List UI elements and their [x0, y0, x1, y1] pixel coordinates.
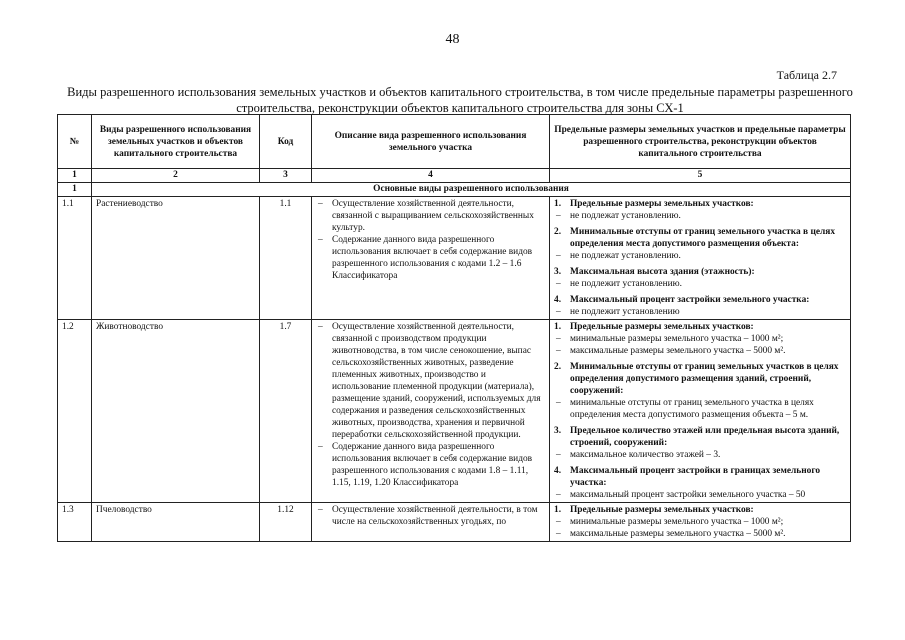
- column-number-row: [58, 169, 851, 183]
- parameter-value: – не подлежит установлению.: [554, 278, 846, 290]
- description-item: – Осуществление хозяйственной деятельности, связанной с производством продукции животноводства, в том числе сенокошение, выпас сельскохозяйственных животных, разведение племенных животных, производство и использование племенной продукции (материала), размещение зданий, сооружений, используемых для содержания и разведения сельскохозяйственных животных, производства, хранения и первичной переработки сельскохозяйственной продукции.: [316, 321, 545, 441]
- row-number: 1.3: [58, 503, 92, 542]
- parameter-heading: [554, 465, 846, 489]
- use-code: 1.1: [260, 197, 312, 320]
- parameter-heading: [554, 266, 846, 278]
- parameter-heading-text: Предельное количество этажей или предельная высота зданий, строений, сооружений:: [570, 426, 840, 448]
- parameter-heading-text: Предельные размеры земельных участков:: [570, 322, 754, 332]
- parameters-cell: [550, 197, 851, 320]
- parameter-heading: [554, 425, 846, 449]
- table-row: [58, 320, 851, 503]
- parameter-number: 2.: [554, 227, 562, 237]
- column-number: 4: [312, 169, 550, 183]
- use-description: [312, 320, 550, 503]
- parameter-value: – не подлежат установлению.: [554, 210, 846, 222]
- parameter-number: 1.: [554, 199, 562, 209]
- parameter-value: – не подлежат установлению.: [554, 250, 846, 262]
- table-label: Таблица 2.7: [776, 68, 837, 82]
- use-type-name: Животноводство: [92, 320, 260, 503]
- parameter-heading-text: Максимальный процент застройки земельного участка:: [570, 295, 810, 305]
- table-title: Виды разрешенного использования земельных участков и объектов капитального строительства, в том числе предельные параметры разрешенного строительства, реконструкции объектов капитального строительства для зоны СХ-1: [67, 85, 853, 115]
- column-number: 1: [58, 169, 92, 183]
- parameter-value: – максимальные размеры земельного участка – 5000 м².: [554, 345, 846, 357]
- description-list: [316, 504, 545, 528]
- parameter-heading-text: Предельные размеры земельных участков:: [570, 505, 754, 515]
- parameters-cell: [550, 503, 851, 542]
- parameter-number: 3.: [554, 426, 562, 436]
- parameter-number: 1.: [554, 322, 562, 332]
- section-row: [58, 183, 851, 197]
- description-list: [316, 198, 545, 282]
- description-item: – Содержание данного вида разрешенного использования включает в себя содержание видов разрешенного использования с кодами 1.2 – 1.6 Классификатора: [316, 234, 545, 282]
- parameter-heading: [554, 294, 846, 306]
- header-row: [58, 115, 851, 169]
- parameter-heading-text: Максимальный процент застройки в границах земельного участка:: [570, 466, 821, 488]
- parameter-heading-text: Минимальные отступы от границ земельных участков в целях определения допустимого размещения зданий, строений, сооружений:: [570, 362, 839, 396]
- header-num: №: [58, 115, 92, 169]
- description-item: – Осуществление хозяйственной деятельности, в том числе на сельскохозяйственных угодьях, по: [316, 504, 545, 528]
- use-type-name: Растениеводство: [92, 197, 260, 320]
- column-number: 2: [92, 169, 260, 183]
- description-list: [316, 321, 545, 489]
- parameter-value: – минимальные отступы от границ земельного участка в целях определения места допустимого размещения объекта – 5 м.: [554, 397, 846, 421]
- parameter-heading-text: Минимальные отступы от границ земельного участка в целях определения места допустимого размещения объекта:: [570, 227, 836, 249]
- parameter-heading: [554, 198, 846, 210]
- header-params: Предельные размеры земельных участков и предельные параметры разрешенного строительства, реконструкции объектов капитального строительства: [550, 115, 851, 169]
- parameter-number: 4.: [554, 295, 562, 305]
- parameter-value: – не подлежит установлению: [554, 306, 846, 318]
- parameter-value: – минимальные размеры земельного участка – 1000 м²;: [554, 516, 846, 528]
- table-row: [58, 503, 851, 542]
- parameter-number: 1.: [554, 505, 562, 515]
- parameter-heading: [554, 504, 846, 516]
- use-type-name: Пчеловодство: [92, 503, 260, 542]
- use-description: [312, 197, 550, 320]
- description-item: – Осуществление хозяйственной деятельности, связанной с выращиванием сельскохозяйственных культур.: [316, 198, 545, 234]
- zoning-table: [57, 114, 851, 542]
- parameter-value: – максимальные размеры земельного участка – 5000 м².: [554, 528, 846, 540]
- use-code: 1.7: [260, 320, 312, 503]
- description-item: – Содержание данного вида разрешенного использования включает в себя содержание видов разрешенного использования с кодами 1.8 – 1.11, 1.15, 1.19, 1.20 Классификатора: [316, 441, 545, 489]
- table-row: [58, 197, 851, 320]
- section-number: 1: [58, 183, 92, 197]
- parameter-number: 4.: [554, 466, 562, 476]
- row-number: 1.2: [58, 320, 92, 503]
- parameter-heading: [554, 226, 846, 250]
- parameters-cell: [550, 320, 851, 503]
- use-code: 1.12: [260, 503, 312, 542]
- parameter-heading: [554, 321, 846, 333]
- parameter-heading: [554, 361, 846, 397]
- header-desc: Описание вида разрешенного использования земельного участка: [312, 115, 550, 169]
- parameter-value: – максимальное количество этажей – 3.: [554, 449, 846, 461]
- column-number: 3: [260, 169, 312, 183]
- header-type: Виды разрешенного использования земельных участков и объектов капитального строительства: [92, 115, 260, 169]
- header-code: Код: [260, 115, 312, 169]
- section-label: Основные виды разрешенного использования: [92, 183, 851, 197]
- parameter-value: – минимальные размеры земельного участка – 1000 м²;: [554, 333, 846, 345]
- parameter-number: 3.: [554, 267, 562, 277]
- parameter-value: – максимальный процент застройки земельного участка – 50: [554, 489, 846, 501]
- parameter-number: 2.: [554, 362, 562, 372]
- row-number: 1.1: [58, 197, 92, 320]
- use-description: [312, 503, 550, 542]
- page-number: 48: [445, 32, 460, 47]
- column-number: 5: [550, 169, 851, 183]
- parameter-heading-text: Максимальная высота здания (этажность):: [570, 267, 755, 277]
- parameter-heading-text: Предельные размеры земельных участков:: [570, 199, 754, 209]
- table-body: [58, 197, 851, 542]
